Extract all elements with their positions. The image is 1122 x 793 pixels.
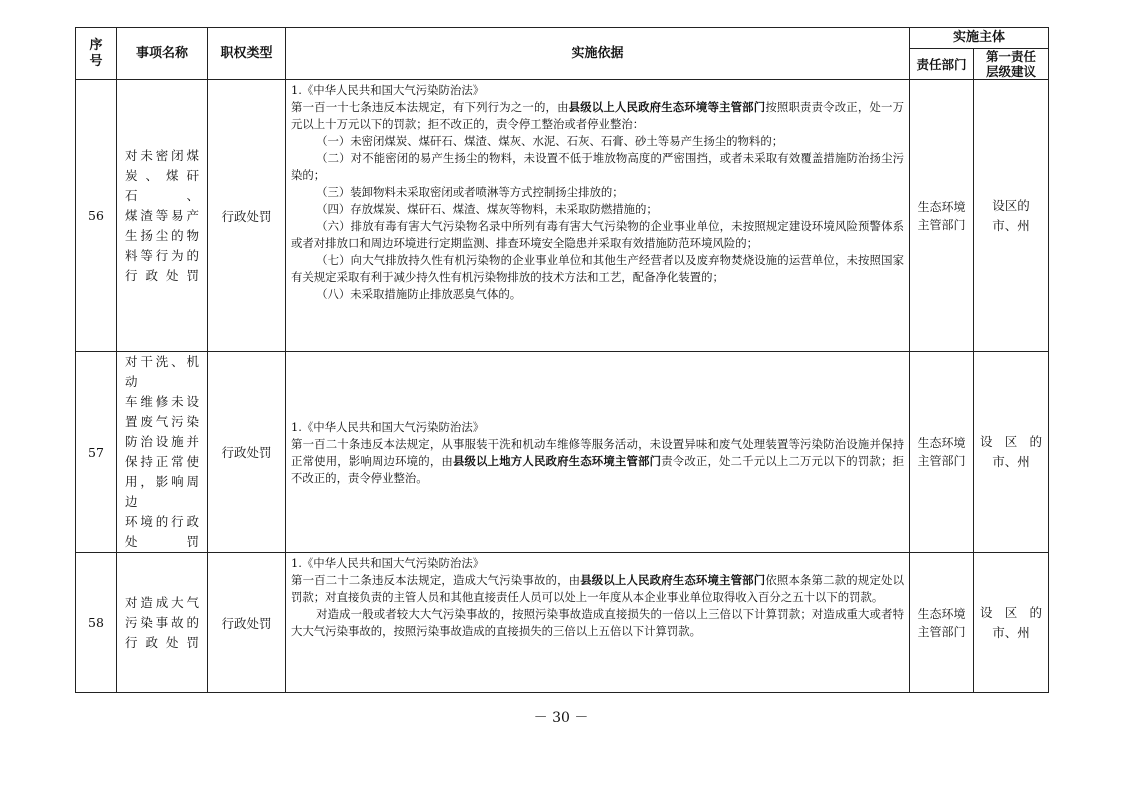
law-item: （七）向大气排放持久性有机污染物的企业事业单位和其他生产经营者以及废弃物焚烧设施的运营单位，未按照国家有关规定采取有利于减少持久性有机污染物排放的技术方法和工艺，配备净化装置的；	[291, 253, 904, 284]
row-seq: 56	[76, 80, 117, 352]
header-dept: 责任部门	[910, 49, 974, 80]
law-item: （二）对不能密闭的易产生扬尘的物料，未设置不低于堆放物高度的严密围挡，或者未采取有效覆盖措施防治扬尘污染的；	[291, 151, 904, 182]
authority-table	[75, 27, 1049, 693]
page-number: － 30 －	[533, 710, 589, 726]
row-dept: 生态环境 主管部门	[910, 352, 974, 553]
row-item-name: 对干洗、机动 车维修未设 置废气污染 防治设施并 保持正常使 用，影响周边 环境的行政 处罚	[117, 352, 208, 553]
row-authority-type: 行政处罚	[208, 553, 286, 693]
header-level: 第一责任 层级建议	[974, 49, 1049, 80]
row-authority-type: 行政处罚	[208, 80, 286, 352]
header-row	[76, 28, 1049, 49]
row-dept: 生态环境 主管部门	[910, 80, 974, 352]
law-item: （六）排放有毒有害大气污染物名录中所列有毒有害大气污染物的企业事业单位，未按照规定建设环境风险预警体系或者对排放口和周边环境进行定期监测、排查环境安全隐患并采取有效措施防范环境风险的；	[291, 219, 904, 250]
table-row	[76, 352, 1049, 553]
row-level: 设区的 市、州	[974, 80, 1049, 352]
header-subject: 实施主体	[910, 28, 1049, 49]
row-level: 设区的 市、州	[974, 553, 1049, 693]
row-item-name: 对未密闭煤 炭、煤矸石、 煤渣等易产 生扬尘的物 料等行为的 行政处罚	[117, 80, 208, 352]
law-item: （八）未采取措施防止排放恶臭气体的。	[316, 287, 522, 301]
law-title: 1.《中华人民共和国大气污染防治法》	[291, 556, 485, 570]
law-item: （三）装卸物料未采取密闭或者喷淋等方式控制扬尘排放的；	[316, 185, 624, 199]
row-item-name: 对造成大气 污染事故的 行政处罚	[117, 553, 208, 693]
law-item: （一）未密闭煤炭、煤矸石、煤渣、煤灰、水泥、石灰、石膏、砂土等易产生扬尘的物料的；	[316, 134, 784, 148]
law-title: 1.《中华人民共和国大气污染防治法》	[291, 83, 485, 97]
row-authority-type: 行政处罚	[208, 352, 286, 553]
law-paragraph: 对造成一般或者较大大气污染事故的，按照污染事故造成直接损失的一倍以上三倍以下计算罚款；对造成重大或者特大大气污染事故的，按照污染事故造成的直接损失的三倍以上五倍以下计算罚款。	[291, 607, 904, 638]
row-basis	[286, 352, 910, 553]
row-seq: 57	[76, 352, 117, 553]
law-article: 第一百二十条违反本法规定，从事服装干洗和机动车维修等服务活动，未设置异味和废气处理装置等污染防治设施并保持正常使用，影响周边环境的，由县级以上地方人民政府生态环境主管部门责令改正，处二千元以上二万元以下的罚款；拒不改正的，责令停业整治。	[291, 436, 904, 485]
header-name: 事项名称	[117, 28, 208, 80]
header-seq: 序 号	[76, 28, 117, 80]
table-row	[76, 80, 1049, 352]
row-basis	[286, 553, 910, 693]
row-seq: 58	[76, 553, 117, 693]
law-article: 第一百一十七条违反本法规定，有下列行为之一的，由县级以上人民政府生态环境等主管部门按照职责责令改正，处一万元以上十万元以下的罚款；拒不改正的，责令停工整治或者停业整治：	[291, 100, 904, 131]
law-item: （四）存放煤炭、煤矸石、煤渣、煤灰等物料，未采取防燃措施的；	[316, 202, 658, 216]
table-row	[76, 553, 1049, 693]
header-basis: 实施依据	[286, 28, 910, 80]
row-basis	[286, 80, 910, 352]
law-article: 第一百二十二条违反本法规定，造成大气污染事故的，由县级以上人民政府生态环境主管部门依照本条第二款的规定处以罚款；对直接负责的主管人员和其他直接责任人员可以处上一年度从本企业事业单位取得收入百分之五十以下的罚款。	[291, 573, 904, 604]
row-dept: 生态环境 主管部门	[910, 553, 974, 693]
law-title: 1.《中华人民共和国大气污染防治法》	[291, 419, 485, 434]
header-type: 职权类型	[208, 28, 286, 80]
row-level: 设区的 市、州	[974, 352, 1049, 553]
